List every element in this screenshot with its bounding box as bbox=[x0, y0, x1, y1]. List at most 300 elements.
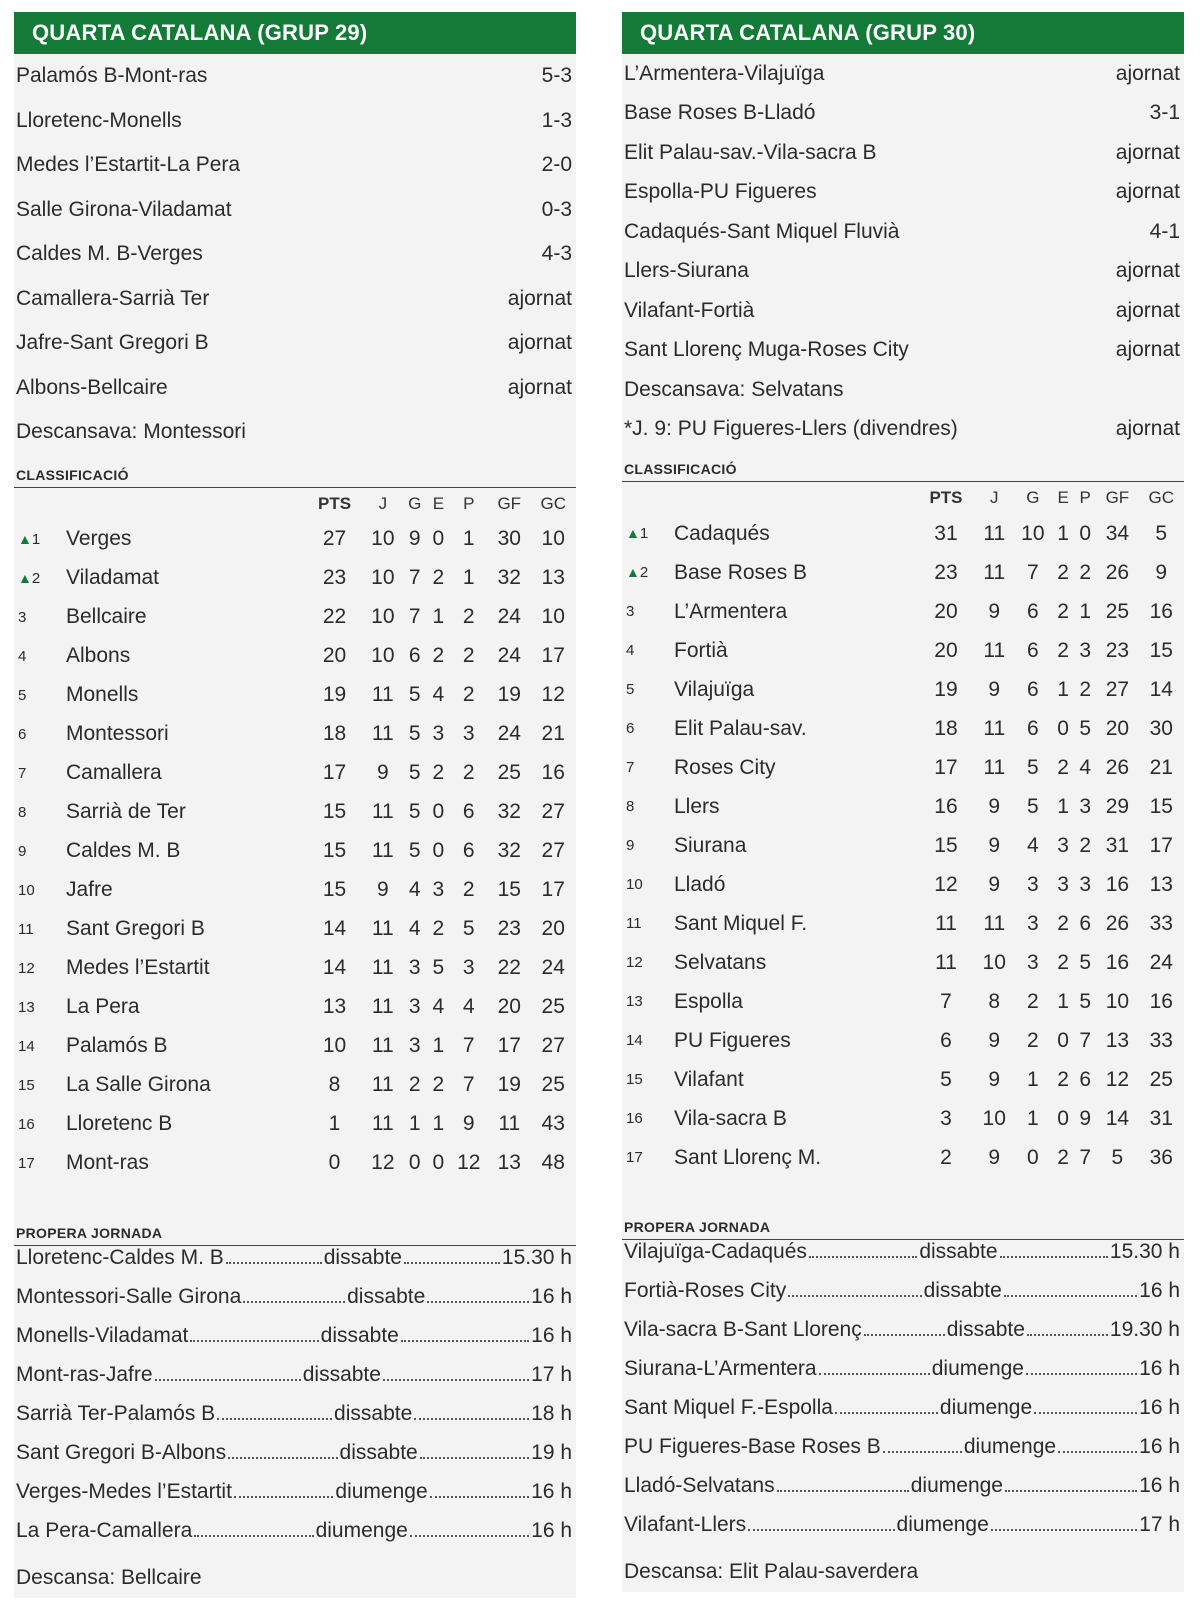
fixture-day: dissabte bbox=[323, 1245, 402, 1269]
fixtures-list bbox=[14, 1246, 576, 1558]
fixture-row bbox=[14, 1519, 576, 1558]
stat-gf: 24 bbox=[497, 722, 521, 745]
team-name: Sant Miquel F. bbox=[674, 911, 808, 935]
fixture-time: 16 h bbox=[531, 1479, 572, 1503]
result-row bbox=[14, 143, 576, 188]
position-cell bbox=[622, 982, 674, 1021]
position-number: 6 bbox=[626, 720, 635, 737]
stat-pts: 20 bbox=[322, 644, 347, 667]
header-gc: GC bbox=[540, 493, 566, 513]
stat-p: 6 bbox=[462, 800, 475, 823]
stat-e: 2 bbox=[432, 917, 445, 940]
result-row bbox=[622, 173, 1184, 213]
header-j: J bbox=[989, 488, 999, 507]
stat-g: 10 bbox=[1021, 521, 1045, 545]
stat-j: 9 bbox=[376, 761, 389, 784]
fixture-match: Sarrià Ter-Palamós B bbox=[16, 1401, 216, 1425]
result-match: Albons-Bellcaire bbox=[16, 375, 168, 399]
result-row bbox=[622, 54, 1184, 94]
stat-gc: 31 bbox=[1149, 1106, 1173, 1130]
result-score: ajornat bbox=[1115, 180, 1180, 204]
stat-gf: 5 bbox=[1111, 1145, 1124, 1169]
header-g: G bbox=[408, 493, 422, 513]
group-title: QUARTA CATALANA (GRUP 29) bbox=[14, 12, 576, 54]
stat-j: 11 bbox=[371, 800, 394, 823]
result-match: Medes l’Estartit-La Pera bbox=[16, 153, 241, 177]
stat-gc: 27 bbox=[541, 800, 565, 823]
stat-gf: 23 bbox=[497, 917, 521, 940]
stat-pts: 8 bbox=[328, 1073, 341, 1096]
stat-p: 2 bbox=[462, 683, 475, 706]
dot-leader bbox=[777, 1490, 909, 1492]
position-cell bbox=[622, 670, 674, 709]
table-row bbox=[14, 949, 576, 988]
fixture-day: diumenge bbox=[335, 1479, 428, 1503]
standings-table bbox=[14, 488, 576, 1183]
stat-g: 5 bbox=[1026, 794, 1039, 818]
stat-pts: 17 bbox=[322, 761, 347, 784]
result-score: ajornat bbox=[507, 375, 572, 399]
stat-gf: 24 bbox=[497, 605, 521, 628]
stat-pts: 31 bbox=[934, 521, 958, 545]
standings-label: CLASSIFICACIÓ bbox=[622, 449, 1184, 482]
table-row bbox=[622, 1021, 1184, 1060]
stat-p: 1 bbox=[1079, 599, 1092, 623]
stat-p: 7 bbox=[1079, 1145, 1092, 1169]
table-row bbox=[622, 904, 1184, 943]
stat-j: 9 bbox=[988, 833, 1001, 857]
stat-j: 10 bbox=[371, 605, 395, 628]
stat-g: 6 bbox=[1026, 716, 1039, 740]
fixture-time: 16 h bbox=[1139, 1279, 1181, 1302]
header-p: P bbox=[1079, 488, 1091, 507]
stat-pts: 23 bbox=[934, 560, 958, 584]
fixture-day: dissabte bbox=[320, 1323, 399, 1347]
result-match: Elit Palau-sav.-Vila-sacra B bbox=[624, 140, 877, 164]
dot-leader bbox=[1005, 1490, 1137, 1492]
stat-gc: 15 bbox=[1149, 794, 1173, 818]
dot-leader bbox=[155, 1379, 301, 1381]
stat-p: 0 bbox=[1079, 521, 1092, 545]
stat-g: 2 bbox=[1026, 989, 1039, 1013]
stat-gc: 27 bbox=[541, 1034, 565, 1057]
table-row bbox=[622, 943, 1184, 982]
position-cell bbox=[14, 754, 66, 793]
position-number: 11 bbox=[18, 920, 34, 938]
stat-gc: 36 bbox=[1149, 1145, 1173, 1169]
result-row bbox=[622, 331, 1184, 371]
stat-gf: 11 bbox=[498, 1112, 521, 1135]
stat-gc: 17 bbox=[541, 644, 565, 667]
team-name: Cadaqués bbox=[674, 521, 770, 545]
result-score: ajornat bbox=[507, 286, 572, 310]
stat-j: 9 bbox=[988, 1145, 1001, 1169]
position-cell bbox=[622, 748, 674, 787]
stat-gf: 22 bbox=[497, 956, 521, 979]
position-cell bbox=[14, 637, 66, 676]
result-match: Salle Girona-Viladamat bbox=[16, 197, 232, 221]
stat-pts: 3 bbox=[940, 1106, 952, 1130]
fixture-time: 16 h bbox=[1139, 1435, 1181, 1458]
stat-gc: 21 bbox=[1149, 755, 1173, 779]
position-cell bbox=[14, 1105, 66, 1144]
fixture-day: dissabte bbox=[334, 1401, 413, 1425]
fixture-match: Vilajuïga-Cadaqués bbox=[624, 1240, 807, 1263]
stat-g: 1 bbox=[1026, 1067, 1039, 1091]
dot-leader bbox=[194, 1535, 313, 1537]
stat-e: 2 bbox=[1057, 1067, 1069, 1091]
table-row bbox=[14, 910, 576, 949]
stat-gf: 27 bbox=[1105, 677, 1130, 701]
dot-leader bbox=[234, 1496, 333, 1498]
table-row bbox=[622, 748, 1184, 787]
stat-pts: 5 bbox=[940, 1067, 952, 1091]
position-cell bbox=[14, 793, 66, 832]
group-title: QUARTA CATALANA (GRUP 30) bbox=[622, 12, 1184, 54]
stat-e: 0 bbox=[432, 800, 445, 823]
stat-gf: 12 bbox=[1105, 1067, 1130, 1091]
team-name: Verges bbox=[66, 527, 132, 550]
table-row bbox=[622, 631, 1184, 670]
stat-gf: 16 bbox=[1105, 950, 1130, 974]
position-cell bbox=[14, 1144, 66, 1183]
stat-e: 0 bbox=[432, 1151, 445, 1174]
stat-e: 3 bbox=[432, 722, 445, 745]
position-cell bbox=[14, 676, 66, 715]
rest-team: Descansa: Elit Palau-saverdera bbox=[622, 1552, 1184, 1592]
stat-gc: 17 bbox=[541, 878, 565, 901]
position-cell bbox=[14, 559, 66, 598]
fixture-day: diumenge bbox=[315, 1518, 408, 1542]
group-29-column bbox=[14, 12, 576, 1598]
position-number: 1 bbox=[31, 530, 41, 548]
dot-leader bbox=[991, 1529, 1137, 1531]
stat-gc: 16 bbox=[541, 761, 565, 784]
stat-e: 3 bbox=[1057, 833, 1069, 857]
team-name: Bellcaire bbox=[66, 605, 147, 628]
result-score: 3-1 bbox=[1149, 101, 1180, 125]
stat-pts: 18 bbox=[322, 722, 347, 745]
stat-gf: 13 bbox=[1105, 1028, 1130, 1052]
fixture-time: 15.30 h bbox=[501, 1245, 572, 1269]
fixture-day: dissabte bbox=[923, 1279, 1002, 1302]
result-row bbox=[14, 54, 576, 99]
stat-gf: 32 bbox=[497, 800, 521, 823]
fixture-day: diumenge bbox=[939, 1396, 1033, 1419]
header-e: E bbox=[1057, 488, 1069, 507]
stat-j: 9 bbox=[988, 794, 1001, 818]
dot-leader bbox=[243, 1301, 345, 1303]
stat-p: 2 bbox=[462, 644, 475, 667]
stat-g: 1 bbox=[408, 1112, 421, 1135]
result-score: ajornat bbox=[507, 331, 572, 355]
stat-e: 2 bbox=[432, 566, 445, 589]
stat-pts: 18 bbox=[934, 716, 958, 740]
stat-p: 3 bbox=[462, 722, 475, 745]
stat-j: 11 bbox=[983, 521, 1006, 545]
fixture-day: dissabte bbox=[946, 1318, 1025, 1341]
stat-gc: 43 bbox=[541, 1112, 565, 1135]
stat-j: 11 bbox=[371, 1073, 394, 1096]
fixture-match: Montessori-Salle Girona bbox=[16, 1284, 242, 1308]
stat-pts: 15 bbox=[322, 878, 347, 901]
stat-pts: 10 bbox=[322, 1034, 347, 1057]
position-number: 6 bbox=[18, 725, 27, 743]
stat-p: 6 bbox=[1079, 911, 1092, 935]
stat-j: 11 bbox=[371, 956, 394, 979]
stat-j: 12 bbox=[371, 1151, 395, 1174]
next-round-label: PROPERA JORNADA bbox=[14, 1213, 576, 1246]
stat-pts: 16 bbox=[934, 794, 958, 818]
position-cell bbox=[622, 709, 674, 748]
stat-gf: 20 bbox=[1105, 716, 1130, 740]
dot-leader bbox=[748, 1529, 894, 1531]
position-number: 2 bbox=[31, 569, 41, 587]
stat-p: 1 bbox=[462, 566, 475, 589]
position-number: 5 bbox=[18, 686, 27, 704]
table-row bbox=[14, 754, 576, 793]
stat-pts: 15 bbox=[322, 800, 347, 823]
position-number: 14 bbox=[626, 1032, 643, 1049]
position-number: 14 bbox=[18, 1037, 35, 1055]
stat-g: 5 bbox=[408, 839, 421, 862]
promotion-triangle-icon: ▲ bbox=[626, 525, 640, 541]
stat-e: 0 bbox=[1057, 1028, 1069, 1052]
stat-j: 11 bbox=[371, 722, 394, 745]
stat-g: 4 bbox=[408, 917, 421, 940]
fixture-match: Lladó-Selvatans bbox=[624, 1474, 775, 1497]
dot-leader bbox=[1027, 1334, 1108, 1336]
stat-p: 4 bbox=[1079, 755, 1092, 779]
stat-gf: 26 bbox=[1105, 560, 1130, 584]
fixture-day: diumenge bbox=[963, 1435, 1057, 1458]
position-cell bbox=[622, 631, 674, 670]
spacer bbox=[622, 1177, 1184, 1207]
stat-gc: 13 bbox=[1149, 872, 1173, 896]
stat-pts: 13 bbox=[322, 995, 347, 1018]
position-number: 17 bbox=[18, 1154, 35, 1172]
stat-gf: 25 bbox=[497, 761, 521, 784]
table-row bbox=[622, 787, 1184, 826]
fixture-match: Sant Miquel F.-Espolla bbox=[624, 1396, 833, 1419]
result-match: Descansava: Montessori bbox=[16, 420, 246, 444]
stat-p: 9 bbox=[462, 1112, 475, 1135]
header-pos bbox=[622, 482, 674, 514]
stat-e: 2 bbox=[1057, 950, 1069, 974]
position-cell bbox=[14, 949, 66, 988]
stat-pts: 12 bbox=[934, 872, 958, 896]
position-number: 13 bbox=[18, 998, 35, 1016]
table-row bbox=[622, 553, 1184, 592]
stat-p: 2 bbox=[462, 878, 475, 901]
position-cell bbox=[14, 871, 66, 910]
position-cell bbox=[14, 598, 66, 637]
stat-pts: 0 bbox=[328, 1151, 341, 1174]
position-number: 9 bbox=[626, 837, 635, 854]
position-number: 12 bbox=[626, 954, 643, 971]
stat-p: 5 bbox=[462, 917, 475, 940]
stat-e: 1 bbox=[1057, 677, 1069, 701]
stat-p: 1 bbox=[462, 527, 475, 550]
team-name: Sant Gregori B bbox=[66, 917, 205, 940]
dot-leader bbox=[1004, 1295, 1137, 1297]
team-name: Lladó bbox=[674, 872, 726, 896]
position-number: 3 bbox=[18, 608, 27, 626]
table-row bbox=[14, 1066, 576, 1105]
result-row bbox=[14, 410, 576, 455]
stat-gf: 14 bbox=[1105, 1106, 1130, 1130]
position-number: 1 bbox=[639, 525, 649, 542]
position-number: 4 bbox=[626, 642, 635, 659]
dot-leader bbox=[404, 1262, 500, 1264]
team-name: Roses City bbox=[674, 755, 776, 779]
fixture-row bbox=[622, 1240, 1184, 1279]
result-match: *J. 9: PU Figueres-Llers (divendres) bbox=[624, 417, 958, 441]
stat-g: 5 bbox=[408, 683, 421, 706]
fixture-row bbox=[14, 1285, 576, 1324]
stat-gc: 5 bbox=[1155, 521, 1168, 545]
stat-gc: 16 bbox=[1149, 599, 1173, 623]
header-g: G bbox=[1026, 488, 1040, 507]
stat-gf: 34 bbox=[1105, 521, 1130, 545]
stat-j: 11 bbox=[983, 911, 1006, 935]
team-name: Medes l’Estartit bbox=[66, 956, 210, 979]
stat-gc: 25 bbox=[541, 995, 565, 1018]
dot-leader bbox=[1000, 1256, 1108, 1258]
stat-gf: 23 bbox=[1105, 638, 1130, 662]
position-number: 15 bbox=[626, 1071, 643, 1088]
stat-pts: 7 bbox=[940, 989, 952, 1013]
stat-e: 2 bbox=[1057, 1145, 1069, 1169]
team-name: Montessori bbox=[66, 722, 169, 745]
fixture-time: 19.30 h bbox=[1109, 1318, 1180, 1341]
stat-p: 3 bbox=[1079, 872, 1092, 896]
stat-e: 2 bbox=[1057, 560, 1069, 584]
stat-gc: 24 bbox=[1149, 950, 1173, 974]
stat-gc: 33 bbox=[1149, 911, 1173, 935]
team-name: Vila-sacra B bbox=[674, 1106, 787, 1130]
dot-leader bbox=[809, 1256, 917, 1258]
table-row bbox=[622, 865, 1184, 904]
stat-gc: 14 bbox=[1149, 677, 1173, 701]
team-name: Base Roses B bbox=[674, 560, 808, 584]
stat-gc: 33 bbox=[1149, 1028, 1173, 1052]
result-match: Cadaqués-Sant Miquel Fluvià bbox=[624, 219, 900, 243]
header-j: J bbox=[378, 493, 388, 513]
result-score: ajornat bbox=[1115, 338, 1180, 362]
stat-gc: 48 bbox=[541, 1151, 565, 1174]
position-cell bbox=[622, 553, 674, 592]
stat-j: 10 bbox=[371, 527, 395, 550]
stat-gc: 21 bbox=[541, 722, 565, 745]
position-number: 7 bbox=[18, 764, 27, 782]
stat-g: 9 bbox=[408, 527, 421, 550]
stat-pts: 20 bbox=[934, 599, 958, 623]
team-name: Espolla bbox=[674, 989, 743, 1013]
result-row bbox=[14, 188, 576, 233]
header-team bbox=[674, 482, 917, 514]
stat-j: 10 bbox=[371, 566, 395, 589]
header-pts: PTS bbox=[317, 493, 352, 513]
fixture-time: 16 h bbox=[531, 1518, 573, 1542]
result-match: Espolla-PU Figueres bbox=[624, 180, 817, 204]
dot-leader bbox=[883, 1451, 962, 1453]
table-row bbox=[14, 520, 576, 559]
result-score: ajornat bbox=[1115, 140, 1180, 164]
stat-gf: 32 bbox=[497, 839, 521, 862]
stat-e: 0 bbox=[1057, 1106, 1069, 1130]
promotion-triangle-icon: ▲ bbox=[18, 530, 32, 547]
dot-leader bbox=[1026, 1373, 1137, 1375]
result-row bbox=[622, 252, 1184, 292]
result-score: 1-3 bbox=[541, 108, 572, 132]
stat-p: 9 bbox=[1079, 1106, 1092, 1130]
position-number: 3 bbox=[626, 603, 635, 620]
fixture-time: 15.30 h bbox=[1109, 1240, 1180, 1263]
position-cell bbox=[622, 592, 674, 631]
dot-leader bbox=[430, 1496, 529, 1498]
stat-j: 9 bbox=[988, 677, 1001, 701]
stat-gc: 24 bbox=[541, 956, 565, 979]
stat-e: 1 bbox=[432, 605, 445, 628]
stat-gf: 32 bbox=[497, 566, 521, 589]
team-name: La Pera bbox=[66, 995, 140, 1018]
stat-g: 6 bbox=[408, 644, 421, 667]
stat-j: 11 bbox=[983, 755, 1006, 779]
dot-leader bbox=[788, 1295, 921, 1297]
stat-e: 2 bbox=[432, 761, 445, 784]
dot-leader bbox=[1034, 1412, 1137, 1414]
table-row bbox=[622, 592, 1184, 631]
stat-p: 7 bbox=[462, 1073, 475, 1096]
standings-header-row bbox=[622, 482, 1184, 514]
fixture-time: 17 h bbox=[1139, 1513, 1181, 1536]
team-name: Llers bbox=[674, 794, 720, 818]
table-row bbox=[14, 637, 576, 676]
stat-g: 6 bbox=[1026, 677, 1039, 701]
stat-gc: 30 bbox=[1149, 716, 1173, 740]
stat-pts: 15 bbox=[934, 833, 958, 857]
stat-g: 0 bbox=[408, 1151, 421, 1174]
result-row bbox=[14, 277, 576, 322]
table-row bbox=[622, 670, 1184, 709]
fixture-match: Vilafant-Llers bbox=[624, 1513, 747, 1536]
stat-pts: 23 bbox=[322, 566, 347, 589]
position-cell bbox=[622, 865, 674, 904]
position-cell bbox=[622, 1060, 674, 1099]
fixture-day: diumenge bbox=[910, 1474, 1003, 1497]
stat-pts: 2 bbox=[940, 1145, 952, 1169]
stat-gf: 19 bbox=[497, 1073, 521, 1096]
stat-e: 1 bbox=[432, 1112, 445, 1135]
stat-gf: 29 bbox=[1105, 794, 1130, 818]
result-match: Lloretenc-Monells bbox=[16, 108, 182, 132]
table-row bbox=[14, 1027, 576, 1066]
result-match: Camallera-Sarrià Ter bbox=[16, 286, 210, 310]
team-name: L’Armentera bbox=[674, 599, 788, 623]
position-number: 16 bbox=[18, 1115, 35, 1133]
fixture-match: Monells-Viladamat bbox=[16, 1323, 189, 1347]
standings-table bbox=[622, 482, 1184, 1177]
dot-leader bbox=[819, 1373, 930, 1375]
team-name: Mont-ras bbox=[66, 1151, 149, 1174]
next-round-label: PROPERA JORNADA bbox=[622, 1207, 1184, 1240]
stat-p: 5 bbox=[1079, 950, 1092, 974]
header-e: E bbox=[432, 493, 445, 513]
stat-e: 3 bbox=[432, 878, 445, 901]
dot-leader bbox=[226, 1262, 322, 1264]
result-match: Base Roses B-Lladó bbox=[624, 101, 816, 125]
